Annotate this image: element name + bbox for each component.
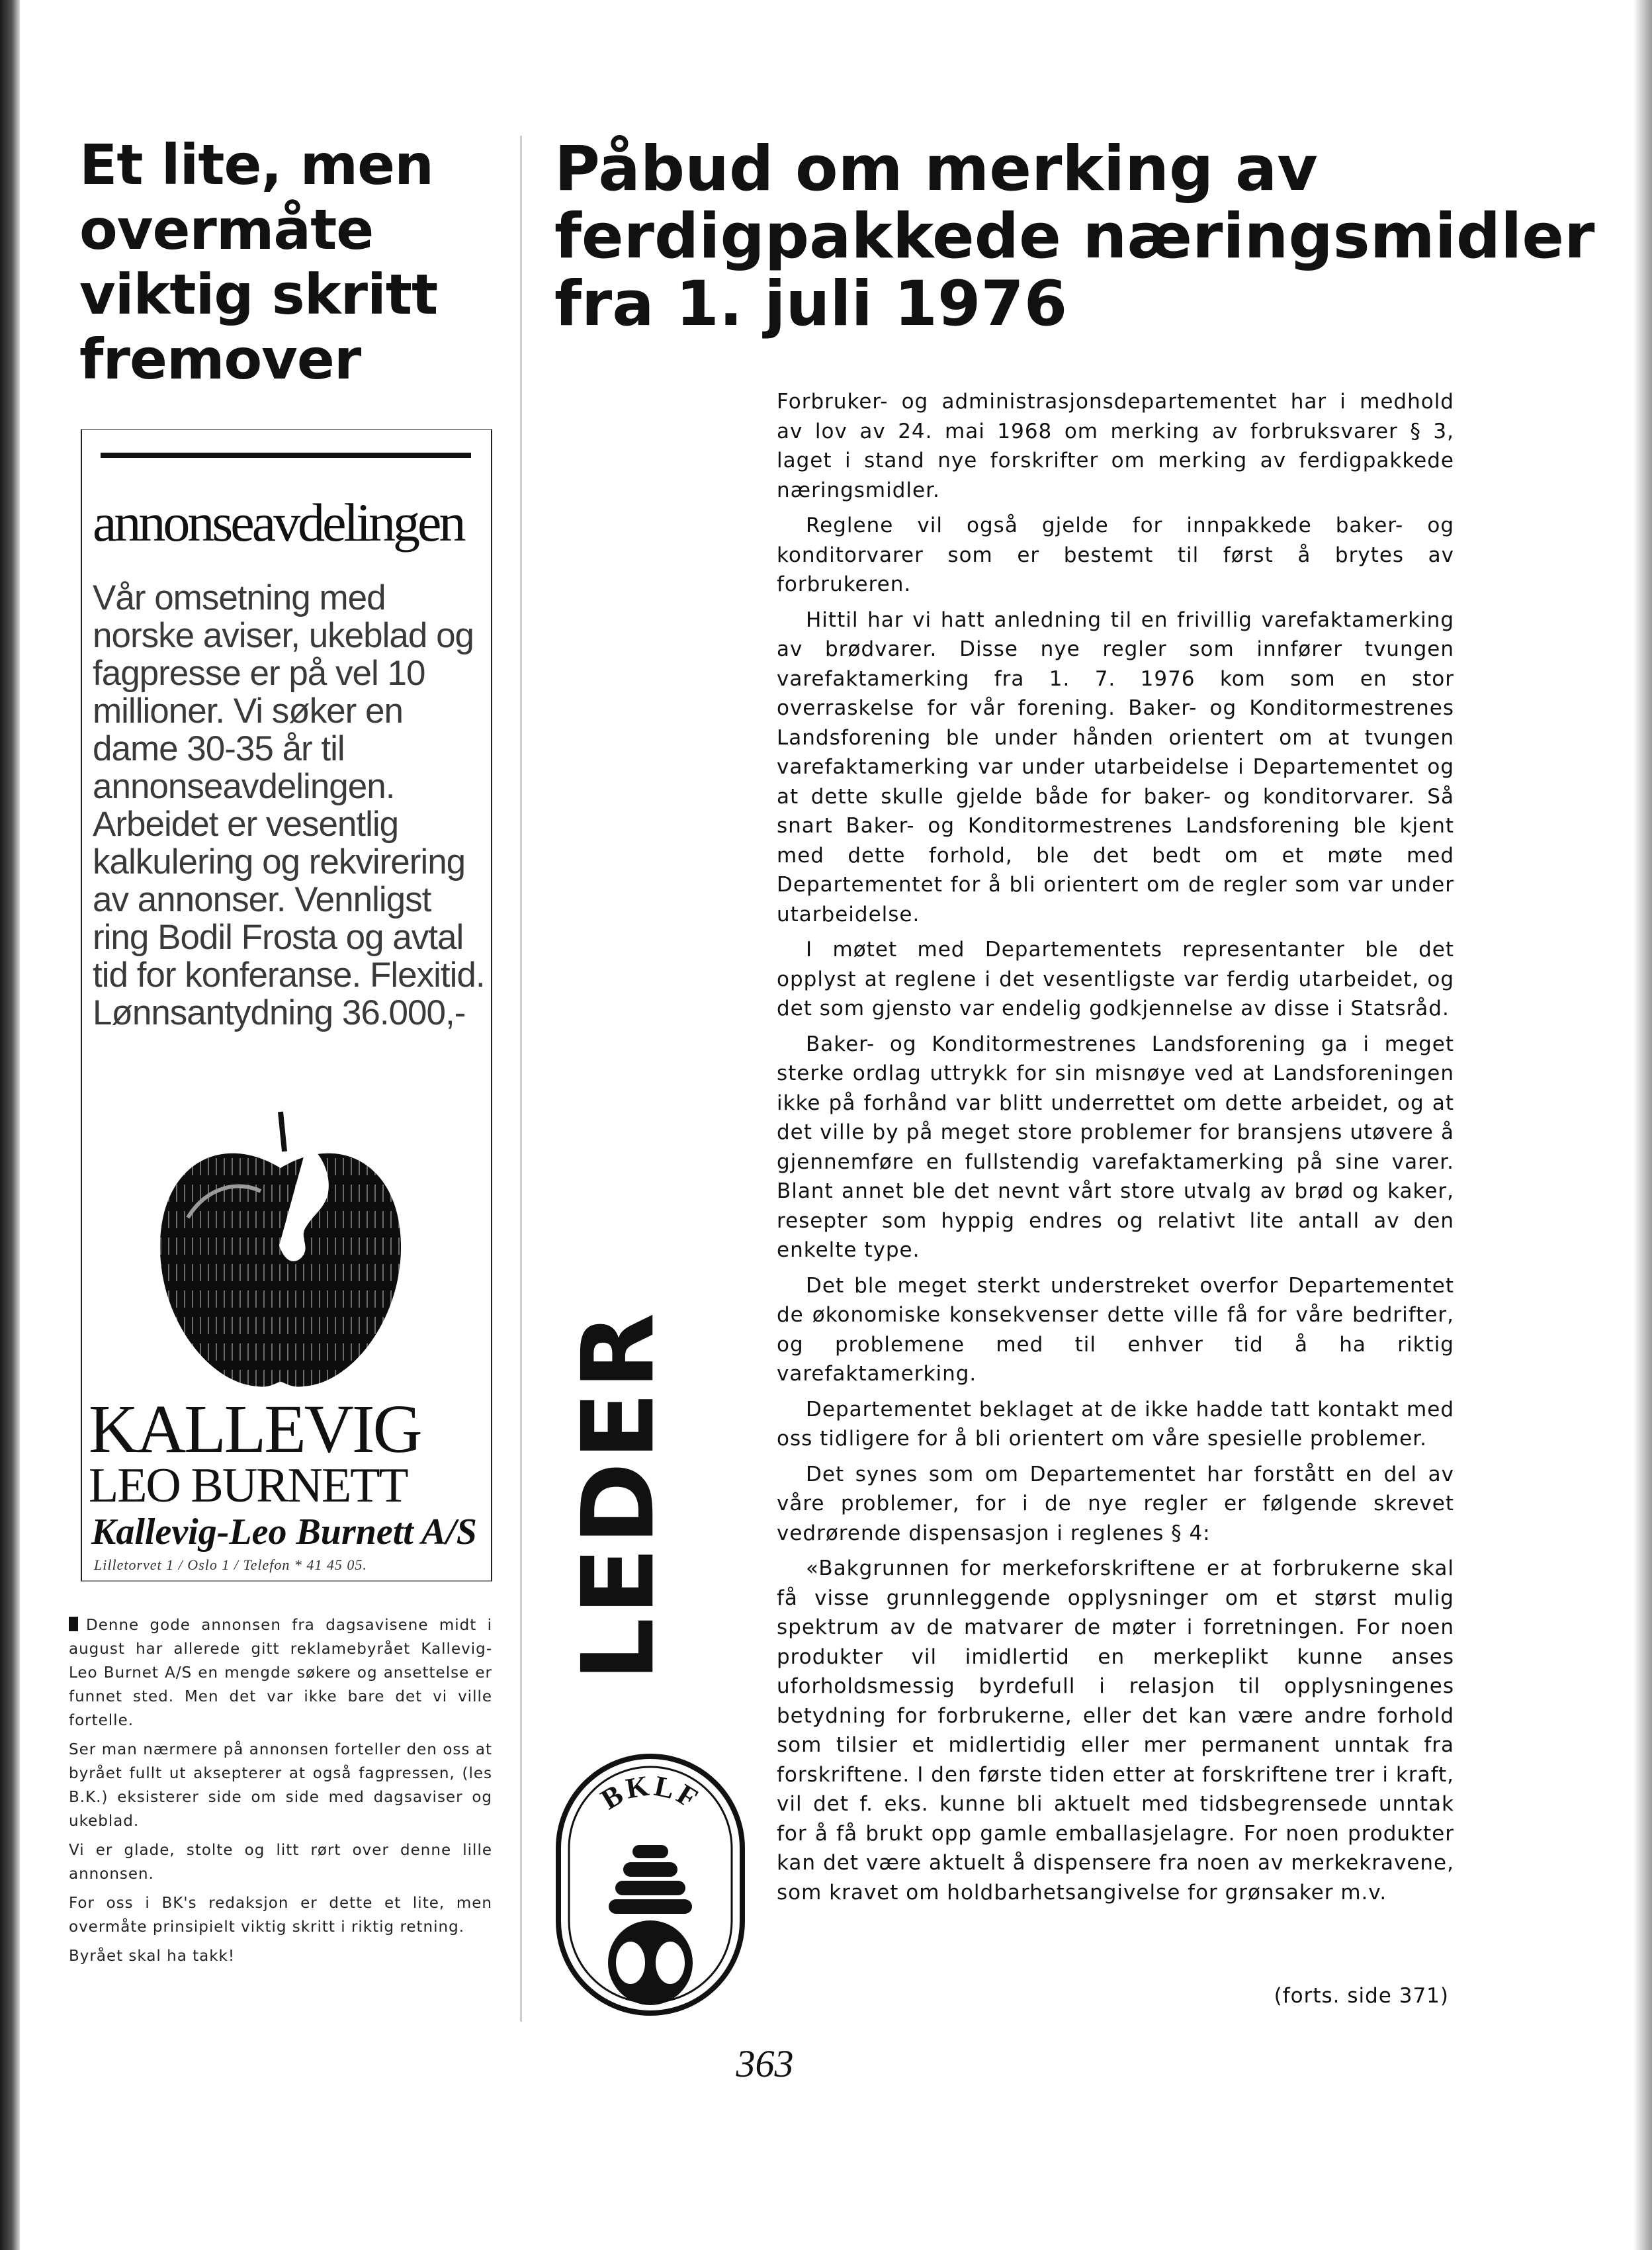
article-paragraph: Departementet beklaget at de ikke hadde tatt kontakt med oss tidligere for å bli orientert om våre spesielle problemer. bbox=[777, 1397, 1454, 1451]
page-edge-shadow bbox=[1633, 0, 1652, 2250]
ad-body-text: Vår omsetning med norske aviser, ukeblad og fagpresse er på vel 10 millioner. Vi søker en dame 30-35 år til annonseavdelingen. Arbeidet er vesentlig kalkulering og rekvirering av annonser. Vennligst ring Bodil Frosta og avtal tid for konferanse. Flexitid. Lønnsantydning 36.000,- bbox=[93, 578, 485, 1032]
article-body bbox=[777, 387, 1454, 1913]
left-column-title: Et lite, men overmåte viktig skritt fremover bbox=[79, 132, 438, 392]
article-paragraph: Det synes som om Departementet har forstått en del av våre problemer, for i de nye regler er følgende skrevet vedrørende dispensasjon i reglenes § 4: bbox=[777, 1462, 1454, 1545]
article-paragraph: Baker- og Konditormestrenes Landsforening ga i meget sterke ordlag uttrykk for sin misnøye ved at Landsforeningen ikke på forhånd var blitt underrettet om dette arbeidet, og at det ville by på meget store problemer for bransjens utøvere å gjennemføre en fullstendig varefaktamerking på sine varer. Blant annet ble det nevnt vårt store utvalg av brød og kaker, resepter som hyppig endres og relativt lite antall av den enkelte type. bbox=[777, 1032, 1454, 1262]
page-number: 363 bbox=[736, 2042, 794, 2085]
section-label: LEDER bbox=[561, 1310, 676, 1682]
brand-name-leo-burnett: LEO BURNETT bbox=[89, 1459, 408, 1513]
article-headline: Påbud om merking av ferdigpakkede næringsmidler fra 1. juli 1976 bbox=[554, 133, 1595, 340]
svg-text:BKLF: BKLF bbox=[595, 1769, 706, 1817]
brand-name-kallevig: KALLEVIG bbox=[89, 1391, 421, 1467]
note-paragraph: Vi er glade, stolte og litt rørt over denne lille annonsen. bbox=[69, 1842, 492, 1883]
apple-illustration bbox=[148, 1105, 413, 1396]
bklf-logo-icon bbox=[554, 1752, 746, 2017]
note-paragraph: Ser man nærmere på annonsen forteller den oss at byrået fullt ut aksepterer at også fagpressen, (les B.K.) eksisterer side om side med dagsaviser og ukeblad. bbox=[69, 1741, 492, 1830]
ad-top-rule bbox=[101, 453, 471, 458]
article-paragraph: Reglene vil også gjelde for innpakkede baker- og konditorvarer som er bestemt til først å brytes av forbrukeren. bbox=[777, 514, 1454, 596]
company-address: Lilletorvet 1 / Oslo 1 / Telefon * 41 45 05. bbox=[94, 1556, 367, 1573]
note-paragraph: Byrået skal ha takk! bbox=[69, 1948, 236, 1965]
job-advertisement bbox=[81, 429, 492, 1582]
note-paragraph: For oss i BK's redaksjon er dette et lite, men overmåte prinsipielt viktig skritt i riktig retning. bbox=[69, 1895, 492, 1936]
article-paragraph: «Bakgrunnen for merkeforskriftene er at forbrukerne skal få visse grunnleggende opplysninger om et størst mulig spektrum av de matvarer de møter i forretningen. For noen produkter vil imidlertid en merkeplikt kunne anses uforholdsmessig byrdefull i relasjon til opplysningenes betydning for forbrukerne, eller det kan være andre forhold som tilsier et midlertidig eller mer permanent unntak fra forskriftene. I den første tiden etter at forskriftene trer i kraft, vil det f. eks. kunne bli aktuelt med tidsbegrensede unntak for å få brukt opp gamle emballasjelagre. For noen produkter kan det være aktuelt å dispensere fra noen av merkekravene, som kravet om holdbarhetsangivelse for grønsaker m.v. bbox=[777, 1556, 1454, 1905]
column-divider bbox=[520, 136, 522, 2022]
article-paragraph: Det ble meget sterkt understreket overfor Departementet de økonomiske konsekvenser dette ville få for våre bedrifter, og problemene med til enhver tid å ha riktig varefaktamerking. bbox=[777, 1273, 1454, 1386]
ad-heading: annonseavdelingen bbox=[93, 492, 464, 553]
company-name: Kallevig-Leo Burnett A/S bbox=[91, 1511, 477, 1552]
page-binding-shadow bbox=[0, 0, 20, 2250]
article-paragraph: Forbruker- og administrasjonsdepartementet har i medhold av lov av 24. mai 1968 om merking av forbruksvarer § 3, laget i stand nye forskrifter om merking av ferdigpakkede næringsmidler. bbox=[777, 390, 1454, 502]
editorial-note bbox=[69, 1613, 492, 1973]
article-paragraph: Hittil har vi hatt anledning til en frivillig varefaktamerking av brødvarer. Disse nye regler som innfører tvungen varefaktamerking fra 1. 7. 1976 kom som en stor overraskelse for vår forening. Baker- og Konditormestrenes Landsforening ble under hånden orientert om at tvungen varefaktamerking var under utarbeidelse i Departementet og at dette skulle gjelde både for baker- og konditorvarer. Så snart Baker- og Konditormestrenes Landsforening ble kjent med dette forhold, ble det bedt om et møte med Departementet for å bli orientert om de regler som var under utarbeidelse. bbox=[777, 608, 1454, 926]
bullet-square-icon bbox=[69, 1617, 78, 1631]
article-paragraph: I møtet med Departementets representanter ble det opplyst at reglene i det vesentligste var ferdig utarbeidet, og det som gjensto var endelig godkjennelse av disse i Statsråd. bbox=[777, 938, 1454, 1020]
note-paragraph: Denne gode annonsen fra dagsavisene midt i august har allerede gitt reklamebyrået Kallevig-Leo Burnet A/S en mengde søkere og ansettelse er funnet sted. Men det var ikke bare det vi ville fortelle. bbox=[69, 1617, 492, 1729]
continued-reference: (forts. side 371) bbox=[1274, 1984, 1449, 2008]
section-label-vertical bbox=[561, 1281, 676, 1711]
